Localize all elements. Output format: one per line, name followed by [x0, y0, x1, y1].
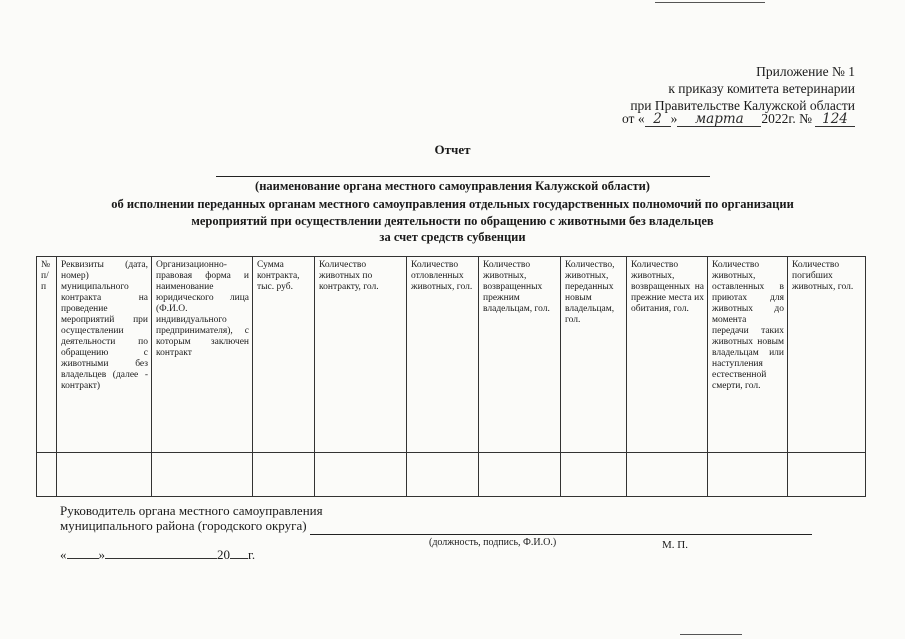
handwritten-day: 2 [645, 112, 671, 127]
date-open-quote: « [60, 547, 67, 562]
date-prefix: от « [621, 111, 645, 126]
empty-cell[interactable] [627, 453, 708, 497]
date-mid: » [670, 111, 678, 126]
table-row [37, 453, 866, 497]
empty-cell[interactable] [479, 453, 561, 497]
heading-line-2: мероприятий при осуществлении деятельности по обращению с животными без владельцев [191, 214, 714, 228]
month-blank[interactable] [105, 546, 217, 559]
appendix-date-line [622, 111, 855, 127]
header-cell: № п/п [37, 257, 57, 453]
top-edge-line [655, 2, 765, 3]
day-blank[interactable] [67, 546, 99, 559]
year-blank[interactable] [230, 546, 248, 559]
appendix-line-3: при Правительстве Калужской области [630, 98, 855, 113]
header-cell: Сумма контракта, тыс. руб. [253, 257, 315, 453]
header-cell: Количество животных, возвращенных на прежние места их обитания, гол. [627, 257, 708, 453]
header-cell: Количество отловленных животных, гол. [407, 257, 479, 453]
handwritten-month: марта [677, 112, 761, 127]
handwritten-number: 124 [815, 112, 855, 127]
org-placeholder: (наименование органа местного самоуправления Калужской области) [255, 179, 650, 193]
empty-cell[interactable] [708, 453, 788, 497]
footer-line-2: муниципального района (городского округа) [60, 518, 307, 533]
empty-cell[interactable] [57, 453, 152, 497]
org-name-line [216, 176, 710, 177]
appendix-line-1: Приложение № 1 [756, 64, 855, 79]
header-cell: Количество, животных, переданных новым владельцам, гол. [561, 257, 627, 453]
bottom-edge-line [680, 634, 742, 635]
footer-date-line [60, 546, 255, 563]
appendix-line-2: к приказу комитета ветеринарии [668, 81, 855, 96]
footer-line-1: Руководитель органа местного самоуправления [60, 503, 323, 518]
header-cell: Организационно-правовая форма и наименование юридического лица (Ф.И.О. индивидуального предпринимателя), с которым заключен контракт [152, 257, 253, 453]
heading-line-1: об исполнении переданных органам местного самоуправления отдельных государственных полномочий по организации [111, 197, 794, 211]
empty-cell[interactable] [407, 453, 479, 497]
empty-cell[interactable] [561, 453, 627, 497]
date-close-quote: » [98, 547, 105, 562]
stamp-label: М. П. [662, 539, 688, 551]
signature-caption: (должность, подпись, Ф.И.О.) [429, 537, 557, 548]
empty-cell[interactable] [152, 453, 253, 497]
empty-cell[interactable] [253, 453, 315, 497]
table-header-row [37, 257, 866, 453]
empty-cell[interactable] [37, 453, 57, 497]
century: 20 [217, 547, 230, 562]
report-title: Отчет [434, 142, 471, 157]
header-cell: Реквизиты (дата, номер) муниципального контракта на проведение мероприятий при осуществлении деятельности по обращению с животными без владельцев (далее - контракт) [57, 257, 152, 453]
year-text: 2022г. № [761, 111, 812, 126]
header-cell: Количество животных, возвращенных прежним владельцам, гол. [479, 257, 561, 453]
empty-cell[interactable] [788, 453, 866, 497]
empty-cell[interactable] [315, 453, 407, 497]
report-table [36, 256, 866, 497]
header-cell: Количество погибших животных, гол. [788, 257, 866, 453]
header-cell: Количество животных, оставленных в приютах для животных до момента передачи таких животных новым владельцам или наступления естественной смерти, гол. [708, 257, 788, 453]
heading-line-3: за счет средств субвенции [379, 230, 526, 244]
signature-line [310, 534, 812, 535]
header-cell: Количество животных по контракту, гол. [315, 257, 407, 453]
year-suffix: г. [248, 547, 256, 562]
